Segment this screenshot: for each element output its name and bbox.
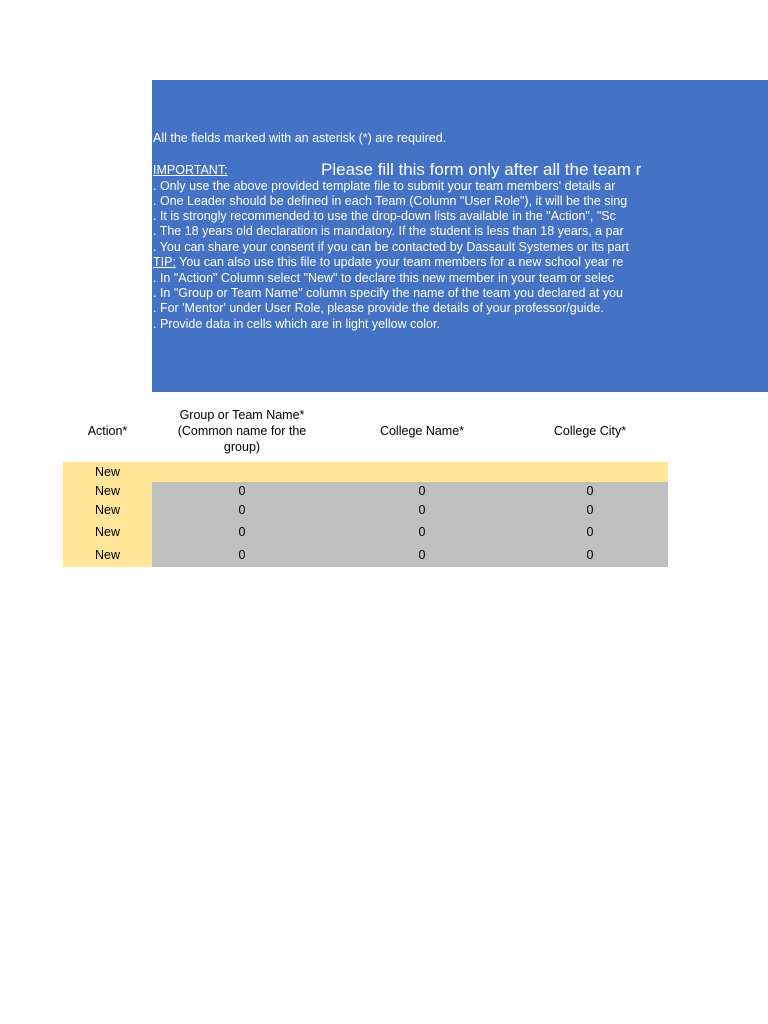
group-name-cell: 0 [152,520,332,543]
important-label: IMPORTANT: [153,163,228,177]
header-group-name [152,405,332,457]
college-name-cell[interactable] [332,462,512,482]
required-note: All the fields marked with an asterisk (*) are required. [153,131,447,145]
college-city-cell: 0 [512,543,668,567]
table-row [63,499,668,520]
instruction-line: . It is strongly recommended to use the drop-down lists available in the "Action", "Sc [153,209,616,223]
instructions-banner [152,80,768,392]
college-city-cell[interactable] [512,462,668,482]
college-name-cell: 0 [332,482,512,499]
table-row [63,462,668,482]
table-row [63,520,668,543]
action-cell[interactable]: New [63,462,152,482]
college-name-cell: 0 [332,543,512,567]
tip-text: You can also use this file to update your team members for a new school year re [175,255,624,269]
college-city-cell: 0 [512,520,668,543]
college-name-cell: 0 [332,520,512,543]
instruction-line: . The 18 years old declaration is mandatory. If the student is less than 18 years, a par [153,224,624,238]
college-city-cell: 0 [512,482,668,499]
instruction-line: . You can share your consent if you can be contacted by Dassault Systemes or its part [153,240,629,254]
action-cell[interactable]: New [63,520,152,543]
header-college-city: College City* [553,424,627,438]
table-row [63,482,668,499]
instruction-line: . Only use the above provided template file to submit your team members' details ar [153,179,616,193]
action-cell[interactable]: New [63,543,152,567]
header-group-line: (Common name for the [177,424,307,438]
college-city-cell: 0 [512,499,668,520]
tip-instruction-line: . In "Action" Column select "New" to declare this new member in your team or selec [153,271,614,285]
tip-instruction-line: . Provide data in cells which are in light yellow color. [153,317,440,331]
tip-line [153,255,623,270]
table-row [63,543,668,567]
tip-instruction-line: . For 'Mentor' under User Role, please provide the details of your professor/guide. [153,301,604,315]
group-name-cell: 0 [152,543,332,567]
instruction-line: . One Leader should be defined in each Team (Column "User Role"), it will be the sing [153,194,628,208]
form-title: Please fill this form only after all the team r [321,160,642,179]
group-name-cell[interactable] [152,462,332,482]
header-group-line: Group or Team Name* [179,408,305,422]
action-cell[interactable]: New [63,499,152,520]
action-cell[interactable]: New [63,482,152,499]
tip-instruction-line: . In "Group or Team Name" column specify the name of the team you declared at you [153,286,623,300]
group-name-cell: 0 [152,482,332,499]
tip-label: TIP: [153,255,176,269]
header-action: Action* [87,424,128,438]
header-college-name: College Name* [379,424,465,438]
header-group-line: group) [223,440,261,454]
group-name-cell: 0 [152,499,332,520]
college-name-cell: 0 [332,499,512,520]
